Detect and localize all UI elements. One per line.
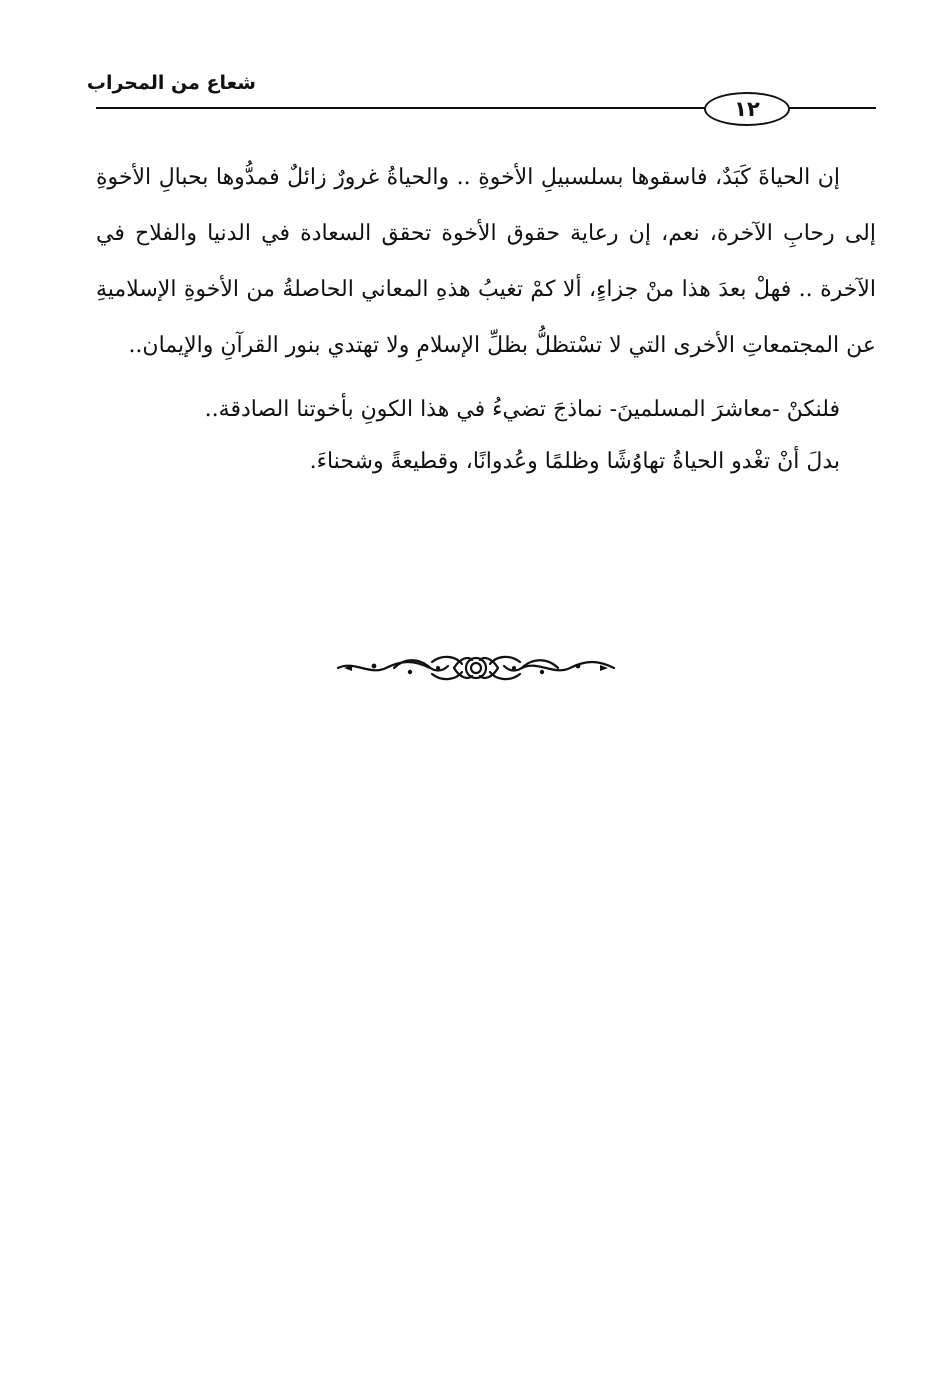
body-text [96, 150, 876, 488]
decorative-divider-ornament [334, 650, 618, 686]
page-number-oval [704, 92, 790, 126]
paragraph-1: إن الحياةَ كَبَدٌ، فاسقوها بسلسبيلِ الأخوةِ .. والحياةُ غرورٌ زائلٌ فمدُّوها بحبالِ الأخوةِ إلى رحابِ الآخرة، نعم، إن رعاية حقوق الأخوة تحقق السعادة في الدنيا والفلاح في الآخرة .. فهلْ بعدَ هذا منْ جزاءٍ، ألا كمْ تغيبُ هذهِ المعاني الحاصلةُ من الأخوةِ الإسلاميةِ عن المجتمعاتِ الأخرى التي لا تسْتظلُّ بظلِّ الإسلامِ ولا تهتدي بنور القرآنِ والإيمان.. [96, 165, 876, 358]
paragraph-2-line-2: بدلَ أنْ تغْدو الحياةُ تهاوُشًا وظلمًا وعُدوانًا، وقطيعةً وشحناءَ. [309, 449, 840, 474]
running-title: شعاع من المحراب [86, 72, 256, 94]
page-number: ١٢ [734, 96, 760, 121]
paragraph-2-line-1: فلنكنْ -معاشرَ المسلمينَ- نماذجَ تضيءُ في هذا الكونِ بأخوتنا الصادقة.. [204, 397, 840, 422]
paragraph-2 [96, 384, 876, 488]
